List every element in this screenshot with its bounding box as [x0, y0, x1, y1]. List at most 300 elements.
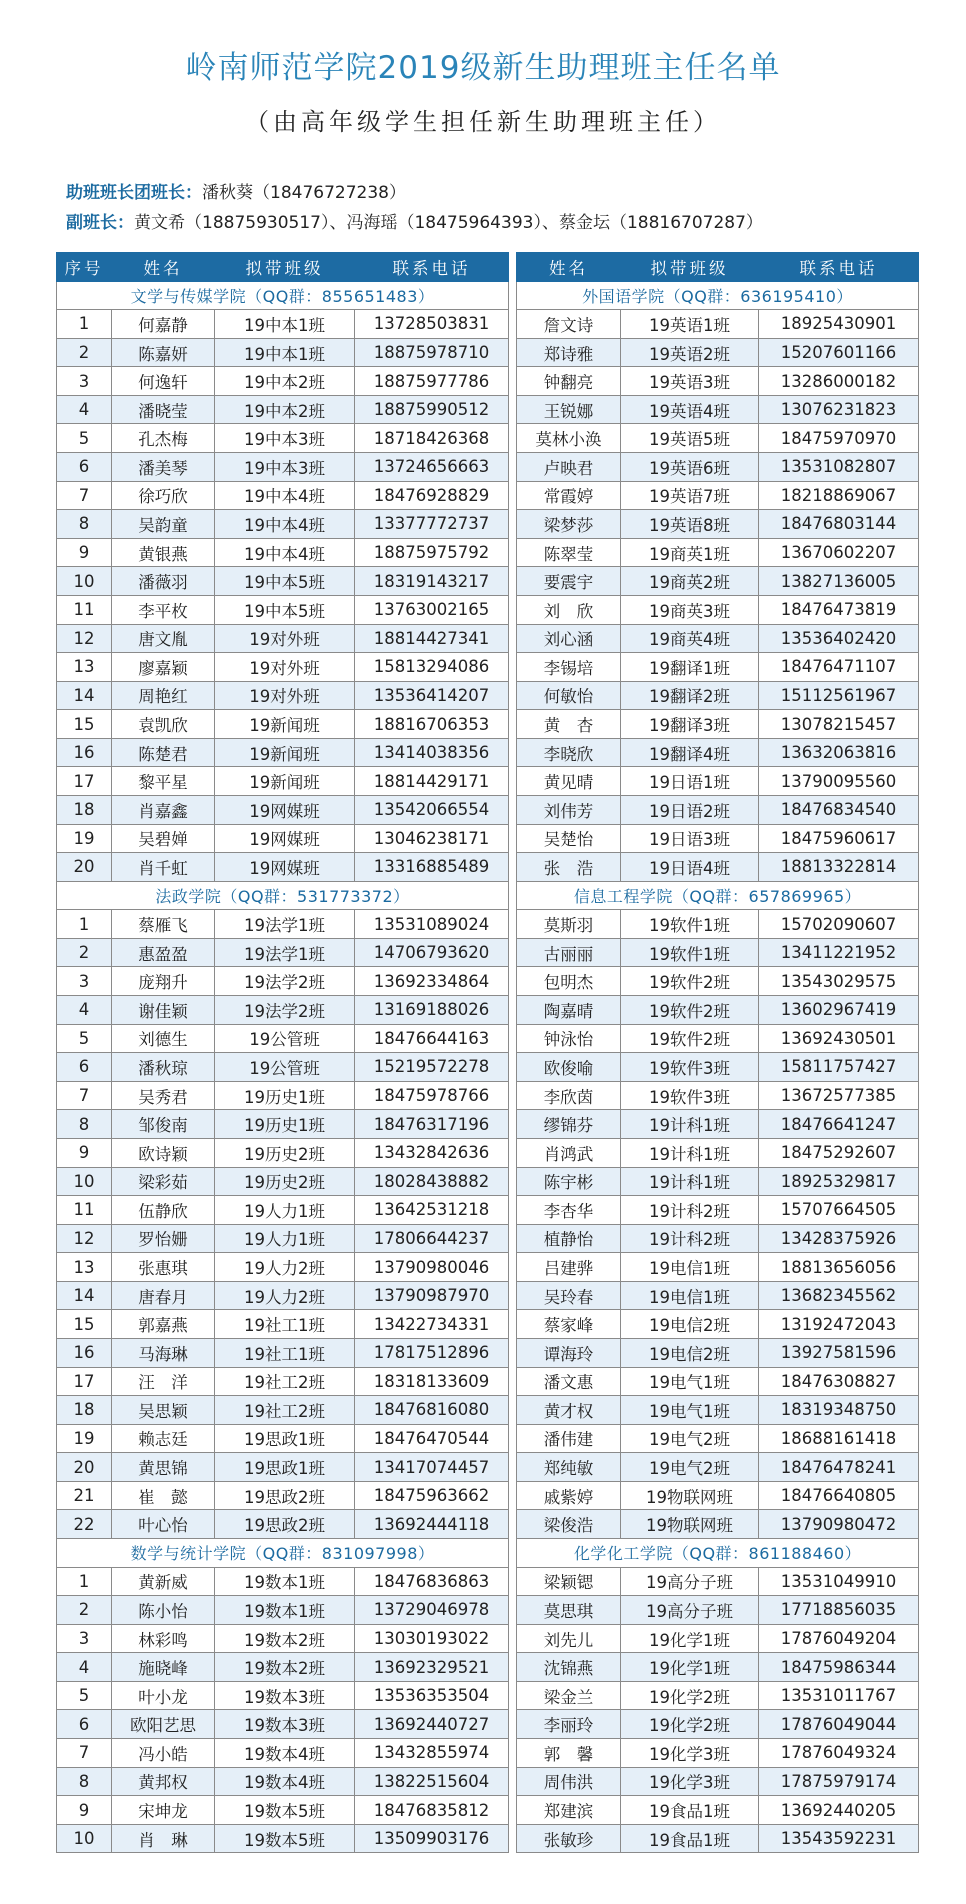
- cell-index: 3: [57, 1624, 112, 1653]
- cell-class: 19日语2班: [621, 795, 759, 824]
- cell-phone: 15811757427: [759, 1053, 919, 1082]
- cell-class: 19数本4班: [215, 1739, 355, 1768]
- cell-name: 宋坤龙: [112, 1796, 215, 1825]
- cell-name: 陈嘉妍: [112, 338, 215, 367]
- cell-class: 19社工1班: [215, 1310, 355, 1339]
- cell-index: 16: [57, 738, 112, 767]
- college-name: 数学与统计学院（QQ群：831097998）: [57, 1539, 509, 1568]
- table-row: [517, 1510, 919, 1539]
- cell-name: 汪 洋: [112, 1367, 215, 1396]
- deputy-leader-label: 副班长: [66, 213, 117, 233]
- cell-phone: 13724656663: [355, 453, 509, 482]
- cell-name: 王锐娜: [517, 395, 621, 424]
- cell-class: 19日语1班: [621, 767, 759, 796]
- cell-class: 19食品1班: [621, 1824, 759, 1853]
- cell-class: 19历史2班: [215, 1138, 355, 1167]
- table-row: [517, 1653, 919, 1682]
- cell-index: 13: [57, 653, 112, 682]
- cell-class: 19翻译3班: [621, 710, 759, 739]
- cell-name: 吴秀君: [112, 1081, 215, 1110]
- table-row: [57, 795, 509, 824]
- table-row: [517, 910, 919, 939]
- cell-phone: 13192472043: [759, 1310, 919, 1339]
- table-row: [57, 1167, 509, 1196]
- table-row: [517, 310, 919, 339]
- cell-class: 19商英3班: [621, 595, 759, 624]
- cell-class: 19社工2班: [215, 1367, 355, 1396]
- cell-phone: 13509903176: [355, 1824, 509, 1853]
- table-row: [57, 538, 509, 567]
- cell-name: 梁彩茹: [112, 1167, 215, 1196]
- cell-index: 5: [57, 1681, 112, 1710]
- cell-name: 马海琳: [112, 1338, 215, 1367]
- table-row: [57, 1281, 509, 1310]
- cell-name: 刘伟芳: [517, 795, 621, 824]
- cell-name: 叶小龙: [112, 1681, 215, 1710]
- table-row: [517, 681, 919, 710]
- cell-class: 19商英4班: [621, 624, 759, 653]
- table-row: [517, 1796, 919, 1825]
- cell-index: 21: [57, 1481, 112, 1510]
- cell-phone: 15219572278: [355, 1053, 509, 1082]
- cell-phone: 18319348750: [759, 1396, 919, 1425]
- table-row: [517, 624, 919, 653]
- cell-phone: 18476470544: [355, 1424, 509, 1453]
- cell-index: 9: [57, 1796, 112, 1825]
- table-row: [57, 1224, 509, 1253]
- table-row: [517, 1739, 919, 1768]
- label-colon: ：: [185, 183, 202, 203]
- cell-name: 李杏华: [517, 1196, 621, 1225]
- cell-class: 19对外班: [215, 653, 355, 682]
- cell-class: 19历史2班: [215, 1167, 355, 1196]
- cell-class: 19公管班: [215, 1053, 355, 1082]
- table-row: [57, 910, 509, 939]
- cell-phone: 18475292607: [759, 1138, 919, 1167]
- cell-name: 潘伟建: [517, 1424, 621, 1453]
- cell-phone: 13790980046: [355, 1253, 509, 1282]
- cell-index: 18: [57, 795, 112, 824]
- cell-index: 22: [57, 1510, 112, 1539]
- cell-class: 19数本5班: [215, 1824, 355, 1853]
- cell-index: 8: [57, 1767, 112, 1796]
- cell-class: 19电信1班: [621, 1281, 759, 1310]
- cell-phone: 13670602207: [759, 538, 919, 567]
- cell-name: 冯小皓: [112, 1739, 215, 1768]
- cell-class: 19电气1班: [621, 1367, 759, 1396]
- cell-index: 5: [57, 424, 112, 453]
- cell-phone: 13692334864: [355, 967, 509, 996]
- cell-phone: 18476478241: [759, 1453, 919, 1482]
- cell-class: 19中本3班: [215, 453, 355, 482]
- cell-name: 植静怡: [517, 1224, 621, 1253]
- table-row: [57, 1596, 509, 1625]
- cell-name: 周艳红: [112, 681, 215, 710]
- table-row: [517, 710, 919, 739]
- cell-phone: 18688161418: [759, 1424, 919, 1453]
- page-subtitle: （由高年级学生担任新生助理班主任）: [245, 108, 721, 136]
- cell-phone: 13377772737: [355, 510, 509, 539]
- cell-name: 肖千虹: [112, 853, 215, 882]
- cell-index: 7: [57, 1081, 112, 1110]
- cell-name: 要震宇: [517, 567, 621, 596]
- cell-phone: 13790987970: [355, 1281, 509, 1310]
- cell-class: 19电气2班: [621, 1453, 759, 1482]
- cell-phone: 15207601166: [759, 338, 919, 367]
- cell-class: 19中本4班: [215, 538, 355, 567]
- cell-phone: 13642531218: [355, 1196, 509, 1225]
- cell-phone: 18814429171: [355, 767, 509, 796]
- deputy-leader-value: 黄文希（18875930517）、冯海瑶（18475964393）、蔡金坛（18816707287）: [134, 213, 763, 233]
- cell-index: 7: [57, 1739, 112, 1768]
- cell-name: 欧诗颖: [112, 1138, 215, 1167]
- cell-phone: 13414038356: [355, 738, 509, 767]
- cell-class: 19法学2班: [215, 967, 355, 996]
- table-row: [517, 1767, 919, 1796]
- table-row: [57, 1367, 509, 1396]
- cell-phone: 13692329521: [355, 1653, 509, 1682]
- cell-class: 19人力1班: [215, 1196, 355, 1225]
- college-row: [517, 281, 919, 310]
- cell-phone: 13827136005: [759, 567, 919, 596]
- cell-phone: 18318133609: [355, 1367, 509, 1396]
- cell-phone: 13286000182: [759, 367, 919, 396]
- table-row: [57, 1453, 509, 1482]
- cell-name: 刘心涵: [517, 624, 621, 653]
- page-title: 岭南师范学院2019级新生助理班主任名单: [185, 50, 781, 86]
- cell-index: 6: [57, 453, 112, 482]
- cell-class: 19软件2班: [621, 1024, 759, 1053]
- cell-phone: 17876049324: [759, 1739, 919, 1768]
- cell-name: 惠盈盈: [112, 938, 215, 967]
- column-header-class: 拟带班级: [215, 253, 355, 282]
- cell-phone: 13078215457: [759, 710, 919, 739]
- cell-name: 梁金兰: [517, 1681, 621, 1710]
- table-row: [57, 996, 509, 1025]
- cell-phone: 15813294086: [355, 653, 509, 682]
- cell-phone: 17817512896: [355, 1338, 509, 1367]
- deputy-leader-line: [66, 208, 946, 238]
- cell-class: 19化学2班: [621, 1681, 759, 1710]
- column-header-name: 姓名: [517, 253, 621, 282]
- cell-name: 李丽玲: [517, 1710, 621, 1739]
- cell-class: 19公管班: [215, 1024, 355, 1053]
- cell-phone: 18875990512: [355, 395, 509, 424]
- cell-class: 19翻译4班: [621, 738, 759, 767]
- table-row: [57, 1196, 509, 1225]
- cell-phone: 18476308827: [759, 1367, 919, 1396]
- cell-class: 19数本2班: [215, 1624, 355, 1653]
- cell-name: 钟翻亮: [517, 367, 621, 396]
- cell-name: 蔡家峰: [517, 1310, 621, 1339]
- cell-name: 欧阳艺思: [112, 1710, 215, 1739]
- cell-name: 黄银燕: [112, 538, 215, 567]
- cell-name: 黎平星: [112, 767, 215, 796]
- cell-phone: 13531049910: [759, 1567, 919, 1596]
- table-row: [517, 938, 919, 967]
- cell-name: 唐文胤: [112, 624, 215, 653]
- table-row: [517, 1053, 919, 1082]
- cell-index: 20: [57, 1453, 112, 1482]
- table-row: [57, 510, 509, 539]
- cell-phone: 13316885489: [355, 853, 509, 882]
- cell-class: 19英语6班: [621, 453, 759, 482]
- cell-name: 詹文诗: [517, 310, 621, 339]
- cell-class: 19英语7班: [621, 481, 759, 510]
- table-row: [517, 1681, 919, 1710]
- table-row: [517, 1167, 919, 1196]
- cell-name: 何敏怡: [517, 681, 621, 710]
- table-row: [517, 338, 919, 367]
- cell-phone: 13536402420: [759, 624, 919, 653]
- cell-index: 1: [57, 910, 112, 939]
- table-row: [57, 1338, 509, 1367]
- cell-class: 19日语4班: [621, 853, 759, 882]
- cell-phone: 18925329817: [759, 1167, 919, 1196]
- cell-index: 18: [57, 1396, 112, 1425]
- cell-name: 潘薇羽: [112, 567, 215, 596]
- table-row: [517, 967, 919, 996]
- cell-class: 19思政2班: [215, 1481, 355, 1510]
- cell-name: 黄 杏: [517, 710, 621, 739]
- cell-name: 邹俊南: [112, 1110, 215, 1139]
- cell-phone: 18476803144: [759, 510, 919, 539]
- cell-name: 吕建骅: [517, 1253, 621, 1282]
- cell-class: 19网媒班: [215, 824, 355, 853]
- cell-index: 15: [57, 1310, 112, 1339]
- cell-index: 4: [57, 996, 112, 1025]
- cell-index: 14: [57, 1281, 112, 1310]
- cell-class: 19化学1班: [621, 1653, 759, 1682]
- cell-class: 19电信2班: [621, 1338, 759, 1367]
- cell-class: 19化学1班: [621, 1624, 759, 1653]
- table-row: [517, 395, 919, 424]
- cell-index: 12: [57, 624, 112, 653]
- cell-class: 19中本3班: [215, 424, 355, 453]
- table-row: [517, 853, 919, 882]
- college-name: 法政学院（QQ群：531773372）: [57, 881, 509, 910]
- cell-class: 19思政1班: [215, 1424, 355, 1453]
- cell-phone: 13169188026: [355, 996, 509, 1025]
- cell-index: 11: [57, 1196, 112, 1225]
- cell-phone: 14706793620: [355, 938, 509, 967]
- cell-phone: 18475970970: [759, 424, 919, 453]
- table-row: [57, 1138, 509, 1167]
- column-header-phone: 联系电话: [355, 253, 509, 282]
- column-header-name: 姓名: [112, 253, 215, 282]
- table-row: [517, 1453, 919, 1482]
- cell-phone: 13531011767: [759, 1681, 919, 1710]
- table-row: [517, 1081, 919, 1110]
- column-header-index: 序号: [57, 253, 112, 282]
- table-row: [57, 1481, 509, 1510]
- cell-name: 李晓欣: [517, 738, 621, 767]
- table-row: [57, 1710, 509, 1739]
- college-name: 外国语学院（QQ群：636195410）: [517, 281, 919, 310]
- cell-class: 19社工1班: [215, 1338, 355, 1367]
- cell-class: 19法学1班: [215, 910, 355, 939]
- table-row: [517, 1281, 919, 1310]
- cell-class: 19网媒班: [215, 853, 355, 882]
- cell-index: 1: [57, 310, 112, 339]
- cell-name: 梁俊浩: [517, 1510, 621, 1539]
- cell-phone: 13428375926: [759, 1224, 919, 1253]
- cell-name: 吴碧婵: [112, 824, 215, 853]
- table-row: [57, 338, 509, 367]
- table-row: [57, 1110, 509, 1139]
- cell-class: 19软件2班: [621, 996, 759, 1025]
- cell-class: 19历史1班: [215, 1081, 355, 1110]
- cell-name: 崔 懿: [112, 1481, 215, 1510]
- column-header-phone: 联系电话: [759, 253, 919, 282]
- table-row: [57, 1510, 509, 1539]
- cell-phone: 13672577385: [759, 1081, 919, 1110]
- cell-name: 唐春月: [112, 1281, 215, 1310]
- cell-phone: 18476834540: [759, 795, 919, 824]
- cell-name: 古丽丽: [517, 938, 621, 967]
- cell-phone: 18476928829: [355, 481, 509, 510]
- table-row: [517, 1367, 919, 1396]
- cell-name: 吴楚怡: [517, 824, 621, 853]
- cell-class: 19英语8班: [621, 510, 759, 539]
- cell-class: 19数本3班: [215, 1710, 355, 1739]
- cell-name: 梁颖锶: [517, 1567, 621, 1596]
- cell-phone: 18814427341: [355, 624, 509, 653]
- cell-phone: 17806644237: [355, 1224, 509, 1253]
- cell-phone: 18475960617: [759, 824, 919, 853]
- label-colon: ：: [117, 213, 134, 233]
- cell-phone: 18925430901: [759, 310, 919, 339]
- cell-index: 2: [57, 1596, 112, 1625]
- cell-index: 19: [57, 824, 112, 853]
- cell-phone: 13543029575: [759, 967, 919, 996]
- table-row: [57, 1653, 509, 1682]
- cell-phone: 18476836863: [355, 1567, 509, 1596]
- cell-name: 李锡培: [517, 653, 621, 682]
- cell-name: 庞翔升: [112, 967, 215, 996]
- cell-class: 19思政1班: [215, 1453, 355, 1482]
- cell-name: 陈宇彬: [517, 1167, 621, 1196]
- table-row: [517, 738, 919, 767]
- cell-class: 19软件3班: [621, 1053, 759, 1082]
- table-row: [57, 767, 509, 796]
- cell-class: 19翻译2班: [621, 681, 759, 710]
- table-row: [57, 1310, 509, 1339]
- left-roster-table: [56, 252, 509, 1853]
- table-row: [57, 595, 509, 624]
- cell-phone: 13763002165: [355, 595, 509, 624]
- table-row: [517, 1196, 919, 1225]
- cell-phone: 13531082807: [759, 453, 919, 482]
- cell-name: 陈小怡: [112, 1596, 215, 1625]
- table-row: [57, 853, 509, 882]
- table-row: [517, 1710, 919, 1739]
- cell-name: 黄邦权: [112, 1767, 215, 1796]
- cell-index: 20: [57, 853, 112, 882]
- cell-phone: 13790980472: [759, 1510, 919, 1539]
- table-row: [57, 681, 509, 710]
- cell-phone: 13542066554: [355, 795, 509, 824]
- table-row: [517, 424, 919, 453]
- cell-class: 19人力2班: [215, 1253, 355, 1282]
- cell-class: 19英语2班: [621, 338, 759, 367]
- table-row: [517, 595, 919, 624]
- cell-name: 卢映君: [517, 453, 621, 482]
- table-row: [517, 567, 919, 596]
- cell-name: 刘先儿: [517, 1624, 621, 1653]
- cell-phone: 18319143217: [355, 567, 509, 596]
- cell-class: 19电气2班: [621, 1424, 759, 1453]
- cell-class: 19商英2班: [621, 567, 759, 596]
- table-row: [517, 1224, 919, 1253]
- cell-phone: 18875975792: [355, 538, 509, 567]
- table-row: [57, 424, 509, 453]
- cell-name: 郭 馨: [517, 1739, 621, 1768]
- cell-class: 19新闻班: [215, 710, 355, 739]
- cell-class: 19思政2班: [215, 1510, 355, 1539]
- cell-index: 6: [57, 1710, 112, 1739]
- table-row: [57, 567, 509, 596]
- cell-class: 19电信2班: [621, 1310, 759, 1339]
- cell-index: 10: [57, 1167, 112, 1196]
- cell-phone: 15702090607: [759, 910, 919, 939]
- cell-index: 2: [57, 338, 112, 367]
- cell-phone: 18476644163: [355, 1024, 509, 1053]
- cell-phone: 13422734331: [355, 1310, 509, 1339]
- cell-phone: 13536414207: [355, 681, 509, 710]
- cell-class: 19电气1班: [621, 1396, 759, 1425]
- table-row: [57, 1396, 509, 1425]
- cell-name: 何逸轩: [112, 367, 215, 396]
- cell-index: 2: [57, 938, 112, 967]
- cell-class: 19法学2班: [215, 996, 355, 1025]
- cell-phone: 13728503831: [355, 310, 509, 339]
- column-header-class: 拟带班级: [621, 253, 759, 282]
- cell-name: 黄见晴: [517, 767, 621, 796]
- cell-phone: 13602967419: [759, 996, 919, 1025]
- table-row: [517, 1596, 919, 1625]
- cell-class: 19商英1班: [621, 538, 759, 567]
- cell-phone: 18476640805: [759, 1481, 919, 1510]
- cell-phone: 13046238171: [355, 824, 509, 853]
- cell-phone: 18476317196: [355, 1110, 509, 1139]
- cell-index: 7: [57, 481, 112, 510]
- cell-name: 莫林小涣: [517, 424, 621, 453]
- table-row: [517, 1396, 919, 1425]
- cell-phone: 13682345562: [759, 1281, 919, 1310]
- cell-class: 19英语4班: [621, 395, 759, 424]
- cell-phone: 18475986344: [759, 1653, 919, 1682]
- cell-name: 郑纯敏: [517, 1453, 621, 1482]
- cell-class: 19网媒班: [215, 795, 355, 824]
- cell-class: 19英语5班: [621, 424, 759, 453]
- cell-name: 张 浩: [517, 853, 621, 882]
- cell-name: 李欣茵: [517, 1081, 621, 1110]
- table-row: [57, 481, 509, 510]
- cell-index: 10: [57, 567, 112, 596]
- cell-name: 蔡雁飞: [112, 910, 215, 939]
- cell-index: 19: [57, 1424, 112, 1453]
- table-row: [57, 1024, 509, 1053]
- cell-index: 13: [57, 1253, 112, 1282]
- cell-class: 19计科1班: [621, 1167, 759, 1196]
- table-row: [517, 1424, 919, 1453]
- table-row: [57, 624, 509, 653]
- cell-class: 19高分子班: [621, 1596, 759, 1625]
- table-row: [517, 1624, 919, 1653]
- cell-name: 潘晓莹: [112, 395, 215, 424]
- cell-class: 19法学1班: [215, 938, 355, 967]
